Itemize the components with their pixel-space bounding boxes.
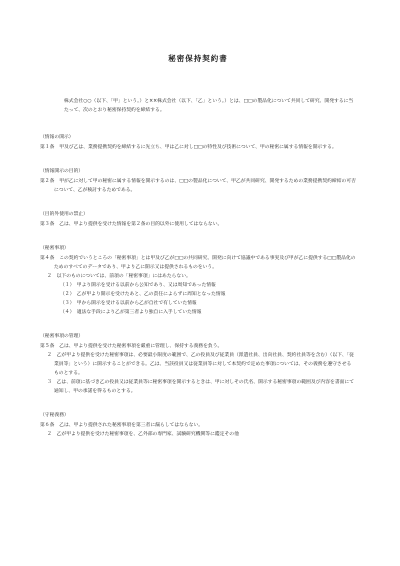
section-heading: （秘密事項） xyxy=(40,246,69,251)
article-text: 第１条 甲及び乙は、業務提携契約を締結するに先立ち、甲は乙に対し□□の特性及び技術について、甲の秘密に属する情報を開示する。 xyxy=(40,145,337,150)
list-item: （３） 甲から開示を受ける以前から乙が自社で有していた情報 xyxy=(60,301,197,306)
list-item: （１） 甲より開示を受ける以前から公知であり、又は周知であった情報 xyxy=(60,283,216,288)
article-text: 第３条 乙は、甲より提供を受けた情報を第２条の目的以外に使用してはならない。 xyxy=(40,222,223,227)
section-heading: （目的外使用の禁止） xyxy=(40,212,88,217)
clause-text: ２ 乙が甲より提供を受けた秘密事項を、乙外部の専門家、試験研究機関等に鑑定その他 xyxy=(47,432,239,437)
section-heading: （守秘義務） xyxy=(40,413,69,418)
article-text: 第６条 乙は、甲より提供された秘密事項を第三者に漏らしてはならない。 xyxy=(40,423,204,428)
list-item: （４） 適法な手段により乙が第三者より独自に入手していた情報 xyxy=(60,310,202,315)
clause-text: ２ 乙が甲より提供を受けた秘密事項は、必要最小限度の範囲で、乙の役員及び従業員（派遣社員、出向社員、契約社員等を含む）（以下、「従業員等」という）に開示することができる。乙は、当該役員又は従業員等に対して本契約で定めた事項については、その義務を遵守させるものとする。 xyxy=(47,353,354,376)
clause-text: ２ 以下のものについては、前項の「秘密事項」にはあたらない。 xyxy=(47,274,191,279)
article-text: 第４条 この契約でいうところの「秘密事項」とは甲及び乙が□□の共同研究、開発に向けて協議中である事実及び甲が乙に提供する□□製品化のためのすべてのデータであり、甲より乙に開示又は提供されるものをいう。 xyxy=(40,256,356,270)
section-heading: （秘密事項の管理） xyxy=(40,334,84,339)
document-title: 秘密保持契約書 xyxy=(168,54,228,63)
article-text: 第５条 乙は、甲より提供を受けた秘密事項を厳重に管理し、保持する義務を負う。 xyxy=(40,344,223,349)
list-item: （２） 乙が甲より開示を受けたあと、乙の責任によらずに周知となった情報 xyxy=(60,292,226,297)
article-text: 第２条 甲が乙に対して甲の秘密に属する情報を開示するのは、□□の製品化について、甲乙が共同研究、開発するための業務提携契約締結の可否について、乙が検討するためである。 xyxy=(40,179,356,193)
clause-text: ３ 乙は、前項に基づき乙の役員又は従業員等に秘密事項を開示するときは、甲に対しその氏名、開示する秘密事項の範囲及び内容を書面にて通知し、甲の承諾を得るものとする。 xyxy=(47,380,355,394)
section-heading: （情報の開示） xyxy=(40,135,74,140)
preamble: 株式会社○○（以下、「甲」という。）と××株式会社（以下、「乙」という。）とは、□□の製品化について共同して研究、開発するに当たって、次のとおり秘密保持契約を締結する。 xyxy=(64,99,354,113)
section-heading: （情報開示の目的） xyxy=(40,169,84,174)
